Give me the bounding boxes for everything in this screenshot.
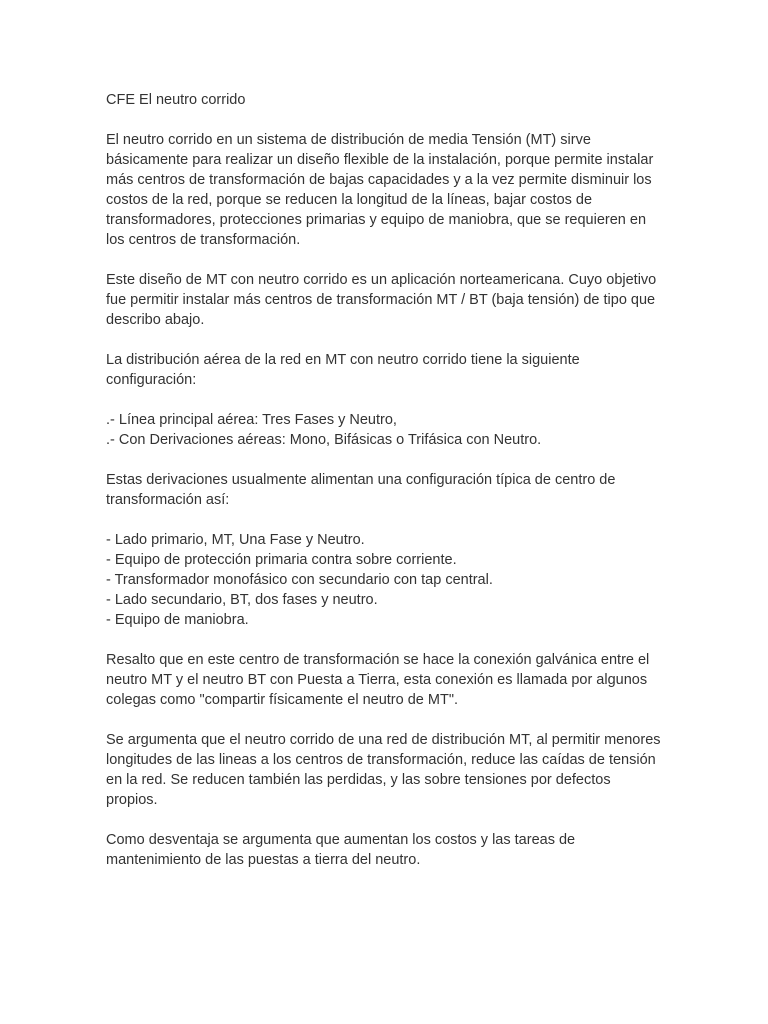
list-item: - Equipo de protección primaria contra sobre corriente. bbox=[106, 552, 457, 568]
list-item: - Transformador monofásico con secundario con tap central. bbox=[106, 572, 493, 588]
list-item: .- Línea principal aérea: Tres Fases y Neutro, bbox=[106, 412, 397, 428]
list-item: - Equipo de maniobra. bbox=[106, 612, 249, 628]
paragraph-disadvantages bbox=[106, 830, 666, 870]
paragraph-advantages bbox=[106, 730, 666, 810]
list-item: - Lado secundario, BT, dos fases y neutro. bbox=[106, 592, 378, 608]
list-item: - Lado primario, MT, Una Fase y Neutro. bbox=[106, 532, 365, 548]
text-line: transformación así: bbox=[106, 492, 230, 508]
list-lines bbox=[106, 410, 666, 450]
paragraph-connection bbox=[106, 650, 666, 710]
list-configuration bbox=[106, 530, 666, 630]
document-title: CFE El neutro corrido bbox=[106, 92, 246, 108]
paragraph-design bbox=[106, 270, 666, 330]
text-line: transformadores, protecciones primarias y equipo de maniobra, que se requieren en bbox=[106, 212, 647, 228]
text-line: Resalto que en este centro de transformación se hace la conexión galvánica entre el bbox=[106, 652, 650, 668]
text-line: configuración: bbox=[106, 372, 197, 388]
text-line: mantenimiento de las puestas a tierra del neutro. bbox=[106, 852, 421, 868]
paragraph-derivations bbox=[106, 470, 666, 510]
text-line: longitudes de las lineas a los centros de transformación, reduce las caídas de tensión bbox=[106, 752, 656, 768]
text-line: colegas como "compartir físicamente el neutro de MT". bbox=[106, 692, 458, 708]
text-line: costos de la red, porque se reducen la longitud de la líneas, bajar costos de bbox=[106, 192, 593, 208]
text-line: en la red. Se reducen también las perdidas, y las sobre tensiones por defectos bbox=[106, 772, 611, 788]
text-line: Se argumenta que el neutro corrido de una red de distribución MT, al permitir menores bbox=[106, 732, 661, 748]
text-line: neutro MT y el neutro BT con Puesta a Tierra, esta conexión es llamada por algunos bbox=[106, 672, 648, 688]
text-line: los centros de transformación. bbox=[106, 232, 301, 248]
paragraph-distribution bbox=[106, 350, 666, 390]
text-line: propios. bbox=[106, 792, 158, 808]
text-line: más centros de transformación de bajas capacidades y a la vez permite disminuir los bbox=[106, 172, 652, 188]
text-line: La distribución aérea de la red en MT con neutro corrido tiene la siguiente bbox=[106, 352, 580, 368]
text-line: describo abajo. bbox=[106, 312, 205, 328]
text-line: El neutro corrido en un sistema de distribución de media Tensión (MT) sirve bbox=[106, 132, 591, 148]
list-item: .- Con Derivaciones aéreas: Mono, Bifásicas o Trifásica con Neutro. bbox=[106, 432, 542, 448]
document-body bbox=[106, 90, 666, 890]
paragraph-intro bbox=[106, 130, 666, 250]
text-line: Estas derivaciones usualmente alimentan una configuración típica de centro de bbox=[106, 472, 616, 488]
text-line: básicamente para realizar un diseño flexible de la instalación, porque permite instalar bbox=[106, 152, 654, 168]
text-line: fue permitir instalar más centros de transformación MT / BT (baja tensión) de tipo que bbox=[106, 292, 656, 308]
text-line: Como desventaja se argumenta que aumentan los costos y las tareas de bbox=[106, 832, 576, 848]
text-line: Este diseño de MT con neutro corrido es un aplicación norteamericana. Cuyo objetivo bbox=[106, 272, 657, 288]
